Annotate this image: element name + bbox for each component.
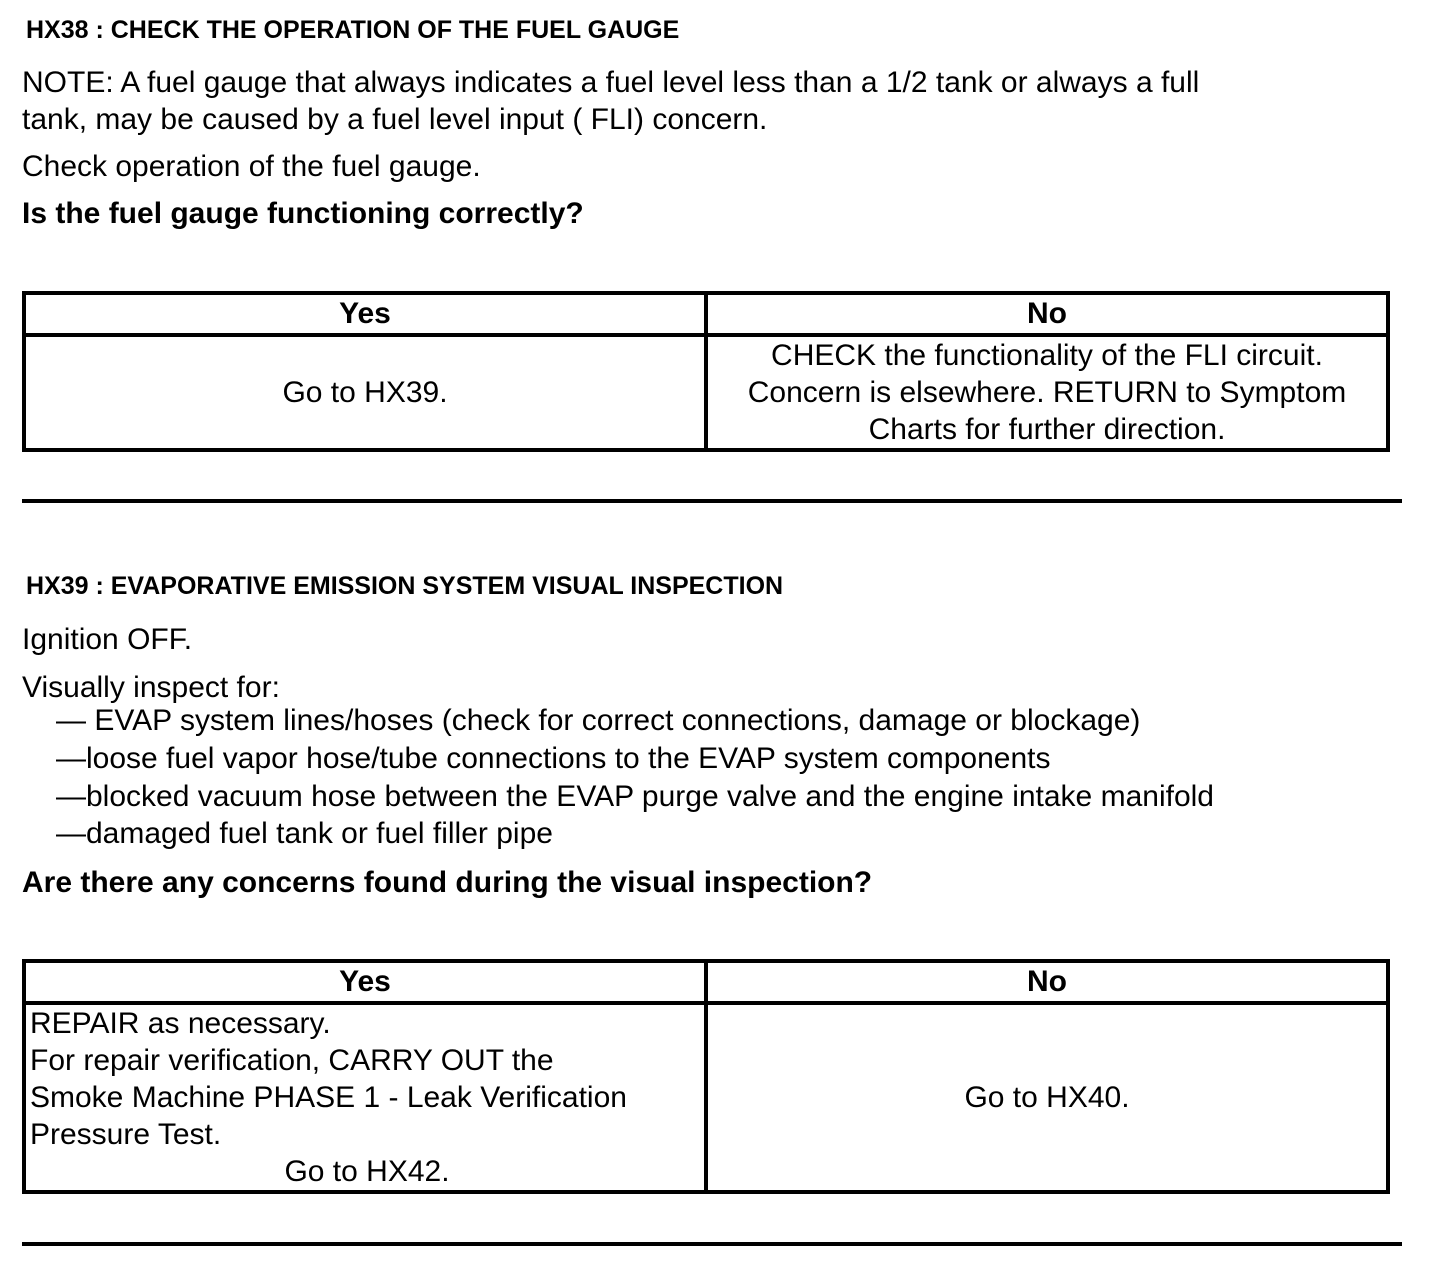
hx38-yes-header: Yes	[24, 293, 706, 335]
hx39-yes-cell	[24, 1003, 706, 1192]
hx38-no-header: No	[706, 293, 1388, 335]
hx38-answer-table	[22, 291, 1390, 452]
hx38-note	[22, 64, 1199, 138]
hx38-instruction: Check operation of the fuel gauge.	[22, 150, 481, 183]
hx39-yes-header: Yes	[24, 961, 706, 1003]
hx39-bullet-3: —blocked vacuum hose between the EVAP purge valve and the engine intake manifold	[56, 780, 1214, 813]
hx39-no-cell: Go to HX40.	[706, 1003, 1388, 1192]
hx39-inspect-intro: Visually inspect for:	[22, 671, 280, 704]
hx39-ignition: Ignition OFF.	[22, 623, 193, 656]
hx39-yes-line-4: Pressure Test.	[30, 1118, 222, 1151]
hx38-note-line-2: tank, may be caused by a fuel level input ( FLI) concern.	[22, 103, 768, 136]
hx39-no-header: No	[706, 961, 1388, 1003]
hx39-yes-line-3: Smoke Machine PHASE 1 - Leak Verification	[30, 1081, 627, 1114]
hx39-answer-table	[22, 959, 1390, 1194]
hx39-yes-goto: Go to HX42.	[284, 1155, 450, 1188]
hx39-yes-line-1: REPAIR as necessary.	[30, 1007, 331, 1040]
hx38-title: HX38 : CHECK THE OPERATION OF THE FUEL GAUGE	[26, 16, 680, 44]
hx38-no-line-2: Concern is elsewhere. RETURN to Symptom	[747, 376, 1347, 409]
hx38-note-line-1: NOTE: A fuel gauge that always indicates a fuel level less than a 1/2 tank or always a full	[22, 66, 1200, 99]
hx38-no-line-1: CHECK the functionality of the FLI circuit.	[771, 339, 1323, 372]
hx39-question: Are there any concerns found during the visual inspection?	[22, 866, 873, 899]
hx38-question: Is the fuel gauge functioning correctly?	[22, 197, 584, 230]
hx39-bullet-1: — EVAP system lines/hoses (check for correct connections, damage or blockage)	[56, 704, 1141, 737]
section-divider	[22, 499, 1402, 503]
hx39-bullet-4: —damaged fuel tank or fuel filler pipe	[56, 817, 553, 850]
hx38-yes-cell: Go to HX39.	[24, 335, 706, 450]
hx39-yes-line-2: For repair verification, CARRY OUT the	[30, 1044, 554, 1077]
hx39-title: HX39 : EVAPORATIVE EMISSION SYSTEM VISUAL INSPECTION	[26, 572, 784, 600]
hx38-no-cell	[706, 335, 1388, 450]
hx38-no-line-3: Charts for further direction.	[868, 413, 1226, 446]
bottom-divider	[22, 1242, 1402, 1246]
hx39-bullet-2: —loose fuel vapor hose/tube connections to the EVAP system components	[56, 742, 1051, 775]
